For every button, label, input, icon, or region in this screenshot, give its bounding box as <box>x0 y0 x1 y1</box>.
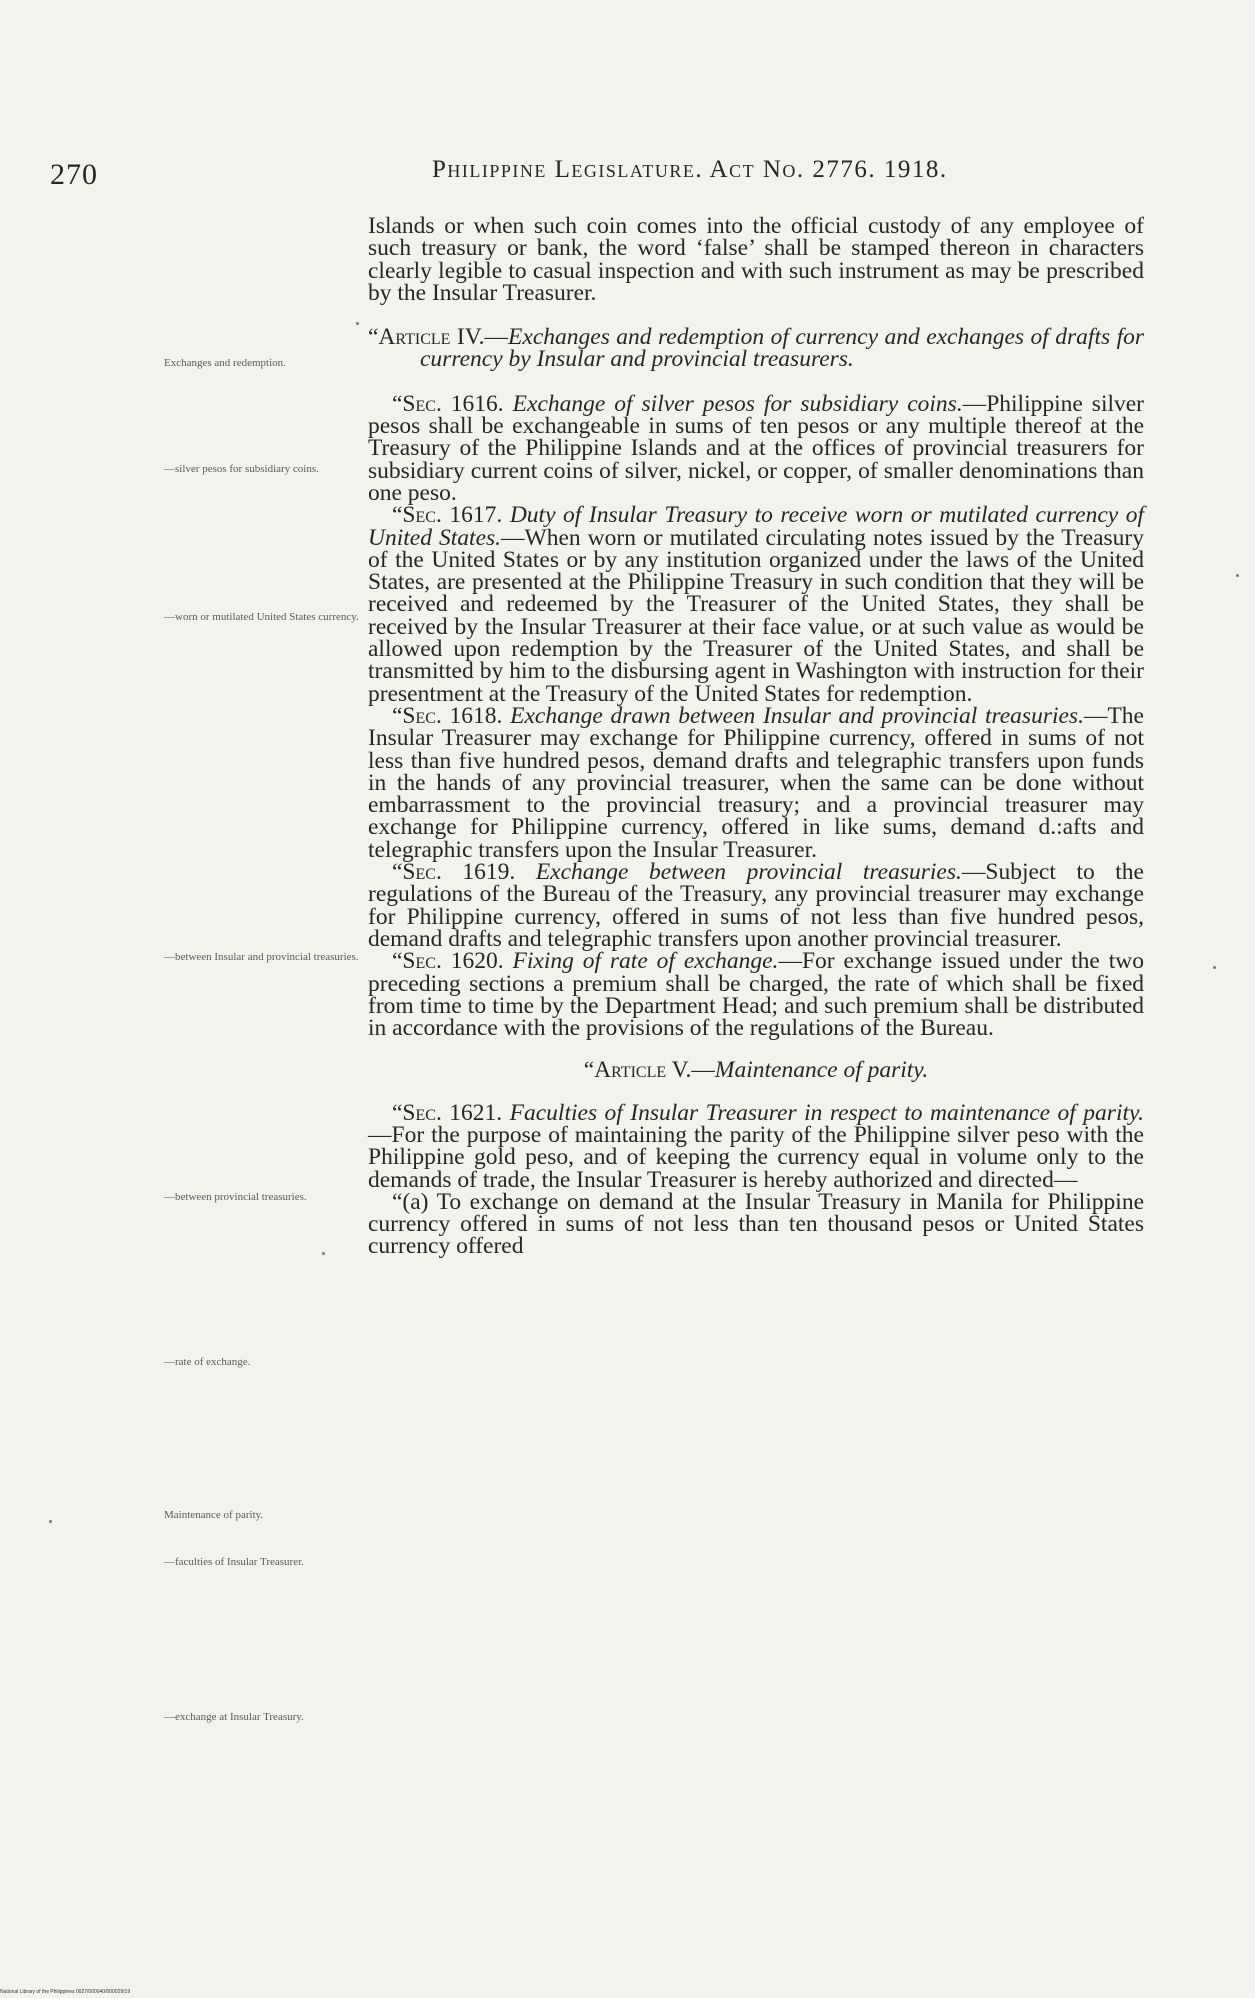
scan-speck <box>322 1252 325 1255</box>
body-text <box>368 215 1144 1258</box>
margin-note-exchange-insular: —exchange at Insular Treasury. <box>164 1711 304 1723</box>
article-v-title: Maintenance of parity. <box>714 1057 929 1084</box>
section-1616-text: —Philippine silver pesos shall be exchangeable in sums of ten pesos or any multiple thereof at the Treasury of the Philippine Islands and at the offices of provincial treasurers for subsidiary current coins of silver, nickel, or copper, of smaller denominations than one peso. <box>368 390 1145 506</box>
scan-speck <box>1213 966 1216 969</box>
article-iv-title: Exchanges and redemption of currency and exchanges of drafts for currency by Insular and provincial treasurers. <box>420 324 1145 373</box>
section-1618 <box>368 702 1144 863</box>
article-iv-label: “Article IV.— <box>368 324 509 351</box>
section-1616 <box>368 390 1145 506</box>
scan-speck <box>356 322 359 325</box>
paragraph-a-text: To exchange on demand at the Insular Treasury in Manila for Philippine currency offered in sums of not less than ten thousand pesos or United States currency offered <box>368 1188 1144 1260</box>
section-1617-text: —When worn or mutilated circulating notes issued by the Treasury of the United States or by any institution organized under the laws of the United States, are presented at the Philippine Treasury in such condition that they will be received and redeemed by the Treasurer of the United States, they shall be received by the Insular Treasurer at their face value, or at such value as would be allowed upon redemption by the Treasurer of the United States, and shall be transmitted by him to the disbursing agent in Washington with instruction for their presentment at the Treasury of the United States for redemption. <box>368 524 1144 707</box>
scan-speck <box>1236 574 1239 577</box>
section-1619-number: “Sec. 1619. <box>392 859 516 886</box>
margin-note-maintenance-parity: Maintenance of parity. <box>164 1509 264 1521</box>
margin-note-silver-pesos: —silver pesos for subsidiary coins. <box>164 463 319 475</box>
margin-note-worn-currency: —worn or mutilated United States currency. <box>164 611 359 623</box>
article-v-label: “Article V.— <box>583 1057 715 1084</box>
section-1619 <box>368 861 1144 950</box>
section-1620-number: “Sec. 1620. <box>392 948 504 975</box>
section-1621 <box>368 1099 1145 1193</box>
margin-note-rate-of-exchange: —rate of exchange. <box>164 1356 251 1368</box>
paragraph-continuation: Islands or when such coin comes into the official custody of any employee of such treasury or bank, the word ‘false’ shall be stamped thereon in characters clearly legible to casual inspection and with such instrument as may be prescribed by the Insular Treasurer. <box>368 213 1144 306</box>
margin-note-exchanges-redemption: Exchanges and redemption. <box>164 357 286 369</box>
margin-note-faculties: —faculties of Insular Treasurer. <box>164 1556 304 1568</box>
page-number: 270 <box>50 158 98 191</box>
section-1620-title: Fixing of rate of exchange. <box>512 948 779 975</box>
paragraph-a-label: “(a) <box>392 1188 429 1215</box>
section-1620-text: —For exchange issued under the two preceding sections a premium shall be charged, the rate of which shall be fixed from time to time by the Department Head; and such premium shall be distributed in accordance with the provisions of the regulations of the Bureau. <box>368 948 1144 1042</box>
section-1619-text: —Subject to the regulations of the Bureau of the Treasury, any provincial treasurer may exchange for Philippine currency, offered in sums of not less than five hundred pesos, demand drafts and telegraphic transfers upon another provincial treasurer. <box>368 859 1144 952</box>
section-1616-number: “Sec. 1616. <box>392 390 504 417</box>
section-1621-title: Faculties of Insular Treasurer in respect to maintenance of parity. <box>509 1099 1145 1126</box>
section-1620 <box>368 948 1144 1042</box>
section-1617-number: “Sec. 1617. <box>392 502 503 529</box>
margin-note-insular-provincial: —between Insular and provincial treasuries. <box>164 951 359 963</box>
section-1621-text: —For the purpose of maintaining the parity of the Philippine silver peso with the Philippine gold peso, and of keeping the currency equal in volume only to the demands of trade, the Insular Treasurer is hereby authorized and directed— <box>368 1121 1144 1193</box>
article-v-heading <box>368 1057 1144 1084</box>
article-iv-heading <box>368 326 1144 371</box>
margin-note-provincial-treasuries: —between provincial treasuries. <box>164 1191 307 1203</box>
section-1616-title: Exchange of silver pesos for subsidiary coins. <box>512 390 963 417</box>
section-1619-title: Exchange between provincial treasuries. <box>535 859 962 886</box>
section-1618-text: —The Insular Treasurer may exchange for Philippine currency, offered in sums of not less than five hundred pesos, demand drafts and telegraphic transfers upon funds in the hands of any provincial treasurer, when the same can be done without embarrassment to the provincial treasury; and a provincial treasurer may exchange for Philippine currency, offered in like sums, demand d.:afts and telegraphic transfers upon the Insular Treasurer. <box>368 702 1144 863</box>
section-1618-title: Exchange drawn between Insular and provincial treasuries. <box>510 702 1084 729</box>
section-1618-number: “Sec. 1618. <box>392 702 503 729</box>
running-head: Philippine Legislature. Act No. 2776. 1918. <box>432 156 948 183</box>
paragraph-a <box>368 1188 1144 1260</box>
section-1621-number: “Sec. 1621. <box>392 1099 503 1126</box>
scan-speck <box>49 1520 52 1523</box>
scan-footer: National Library of the Philippines 0027/000040/000029/19 <box>0 1989 131 1995</box>
section-1617 <box>368 504 1144 705</box>
section-1617-title: Duty of Insular Treasury to receive worn or mutilated currency of United States. <box>368 502 1145 551</box>
